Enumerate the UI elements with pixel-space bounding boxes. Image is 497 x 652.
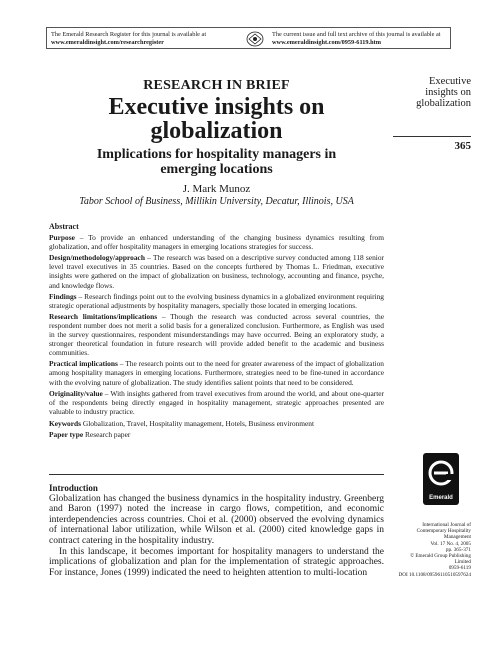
journal-info-line6: © Emerald Group Publishing Limited [410,553,471,566]
paper-type-label: Paper type [49,429,84,439]
body-paragraph-1: Globalization has changed the business dynamics in the hospitality industry. Greenberg and Baron (1997) noted the increase in cargo flows, competition, and economic interdependencies across countries. Choi et al. (2000) observed the evolving dynamics of international labor utilization, while Wilson et al. (2000) cited knowledge gaps in contract catering in the hospitality industry. [49,493,384,546]
sidebar-divider [393,136,471,137]
emerald-e-icon [423,455,459,495]
abstract-paper-type [49,430,384,439]
abstract-limitations [49,312,384,357]
author-affiliation: Tabor School of Business, Millikin University, Decatur, Illinois, USA [79,196,354,207]
article-subtitle [49,147,384,177]
abstract-limitations-text: – Though the research was conducted across several countries, the respondent number does not merit a solid basis for a generalized conclusion. Furthermore, as English was used in the survey questionnaires, respondent misunderstandings may have occurred. Being an exploratory study, a stronger theoretical foundation in future research will provide added benefit to the academic and business communities. [49,311,384,358]
abstract-findings-text: – Research findings point out to the evolving business dynamics in a globalized environment requiring strategic operational adjustments by hospitality managers, specially those located in emerging locations. [49,291,384,310]
running-title-line2: insights on [425,87,471,98]
journal-citation [393,522,471,578]
abstract-purpose-text: – To provide an enhanced understanding of the changing business dynamics resulting from globalization, and offer hospitality managers in emerging locations strategies for success. [49,233,384,252]
abstract-purpose [49,233,384,251]
header-banner [46,27,451,49]
page-number: 365 [454,140,471,152]
abstract-originality [49,389,384,416]
header-right [272,31,450,47]
journal-info-line7: 0959-6119 [448,565,471,572]
article-body [49,483,384,578]
header-right-link[interactable]: www.emeraldinsight.com/0959-6119.htm [272,39,381,46]
abstract-practical-label: Practical implications [49,359,118,369]
abstract-keywords [49,419,384,428]
abstract-purpose-label: Purpose [49,233,75,243]
header-left [51,31,236,47]
abstract-design-text: – The research was based on a descriptive survey conducted among 118 senior level travel executives in 35 countries. Based on the concepts furthered by Thomas L. Friedman, executive insights were gathered on the impact of globalization on business, technology, accounting and finance, psyche, and knowledge flows. [49,253,384,290]
author-name: J. Mark Munoz [182,183,251,195]
running-title-line3: globalization [416,98,471,109]
article-title-line2: globalization [150,118,283,144]
keywords-label: Keywords [49,418,82,428]
abstract-findings-label: Findings [49,291,77,301]
running-title-line1: Executive [429,76,471,87]
emerald-logo [423,453,459,505]
abstract-originality-label: Originality/value [49,388,103,398]
header-left-link[interactable]: www.emeraldinsight.com/researchregister [51,39,164,46]
journal-info-line3: Management [443,534,471,541]
header-right-line1: The current issue and full text archive of this journal is available at [272,31,441,38]
abstract-heading: Abstract [49,222,79,231]
abstract-design [49,253,384,289]
article-subtitle-line2: emerging locations [160,162,273,177]
abstract-practical [49,359,384,386]
keywords-text: Globalization, Travel, Hospitality management, Hotels, Business environment [81,418,315,428]
journal-info-line5: pp. 365-371 [445,546,471,553]
journal-info-line4: Vol. 17 No. 4, 2005 [430,540,471,547]
abstract-design-label: Design/methodology/approach [49,253,145,263]
journal-info-line2: Contemporary Hospitality [416,528,471,535]
article-title-line1: Executive insights on [108,94,325,120]
emerald-logo-word: Emerald [429,495,453,501]
header-left-line1: The Emerald Research Register for this journal is available at [51,31,207,38]
body-paragraph-2: In this landscape, it becomes important for hospitality managers to understand the implications of globalization and plan for the implementation of strategic approaches. For instance, Jones (1999) indicated the need to heighten attention to multi-location [49,546,384,578]
journal-info-line1: International Journal of [422,522,471,528]
abstract-originality-text: – With insights gathered from travel executives from around the world, and about one-quarter of the respondents being directly engaged in hospitality management, strategic approaches presented are valuable to industry practice. [49,388,384,416]
running-title [393,76,471,109]
article-title [49,95,384,143]
abstract-findings [49,292,384,310]
abstract-practical-text: – The research points out to the need for greater awareness of the impact of globalization among hospitality managers in emerging locations. Furthermore, strategies need to be fine-tuned in accordance with the evolving nature of globalization. The study identifies salient points that need to be considered. [49,359,384,387]
journal-info-doi: DOI 10.1108/09596110510597624 [398,571,471,578]
abstract-divider [49,474,384,475]
abstract [49,222,384,441]
section-heading: Introduction [49,483,98,493]
abstract-limitations-label: Research limitations/implications [49,311,158,321]
article-kicker: RESEARCH IN BRIEF [143,78,290,93]
paper-type-text: Research paper [83,429,131,439]
publisher-emblem-icon [246,31,264,47]
article-subtitle-line1: Implications for hospitality managers in [96,147,337,162]
